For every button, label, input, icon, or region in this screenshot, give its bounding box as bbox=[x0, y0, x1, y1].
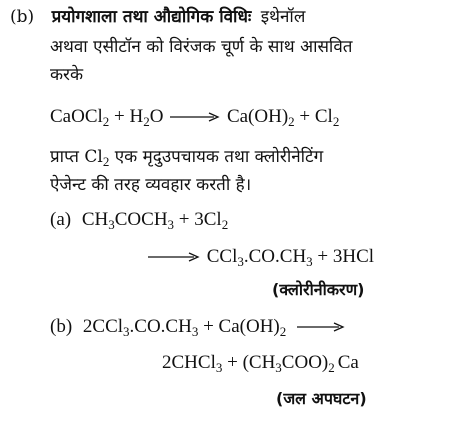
heading-line-1-rest: इथेनॉल bbox=[260, 7, 306, 27]
heading-line-3: करके bbox=[50, 65, 84, 85]
eq1-reactants: CaOCl$_2$ + $H_2O$ bbox=[50, 106, 164, 129]
heading-line-1 bbox=[10, 6, 305, 28]
step-b-note: (जल अपघटन) bbox=[276, 389, 367, 408]
paragraph-line-2: ऐजेन्ट की तरह व्यवहार करती है। bbox=[50, 175, 252, 195]
eq1-products: $Ca(OH)_2 + Cl_2$ bbox=[226, 106, 340, 129]
step-a-products: $CCl_3.CO.CH_3 + 3HCl$ bbox=[146, 246, 374, 268]
heading-line-2: अथवा एसीटॉन को विरंजक चूर्ण के साथ आसवित bbox=[50, 37, 353, 57]
paragraph-line-1: प्राप्त $Cl_2$ एक मृदुउपचायक तथा क्लोरीनेटिंग bbox=[50, 147, 324, 169]
section-label: (b) bbox=[10, 7, 35, 27]
reaction-arrow-icon bbox=[297, 322, 345, 332]
step-a-label: (a) bbox=[50, 209, 72, 230]
reaction-arrow-icon bbox=[170, 112, 220, 122]
step-a-note: (क्लोरीनीकरण) bbox=[272, 280, 365, 299]
step-b-label: (b) bbox=[50, 316, 73, 337]
equation-bleaching-powder bbox=[50, 106, 339, 128]
step-a-reactants: (a) $CH_3COCH_3 + 3Cl_2$ bbox=[50, 209, 229, 232]
step-b-reactants: (b) $2CCl_3.CO.CH_3 + Ca(OH)_2$ bbox=[50, 316, 347, 338]
reaction-arrow-icon bbox=[148, 252, 200, 262]
step-b-products: 2CHCl$_3$ + $(CH_3COO)_2$ Ca bbox=[162, 352, 359, 375]
section-title: प्रयोगशाला तथा औद्योगिक विधिः bbox=[51, 7, 252, 27]
